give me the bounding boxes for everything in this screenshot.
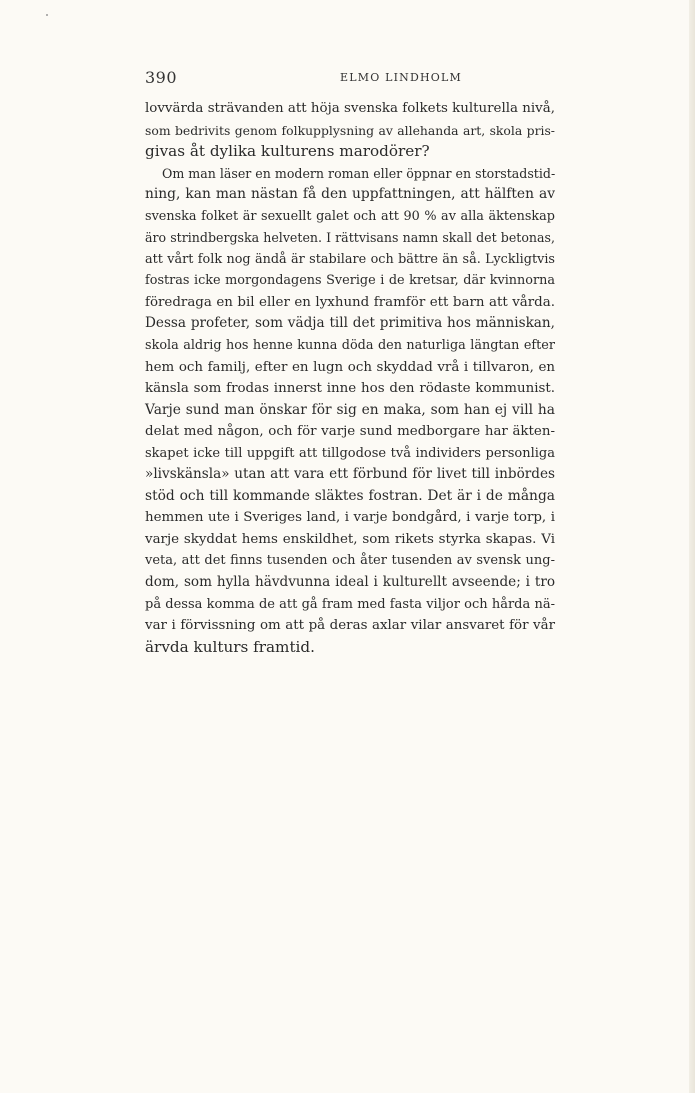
text-line: äro strindbergska helveten. I rättvisans namn skall det betonas, [145,230,555,246]
text-line: stöd och till kommande släktes fostran. Det är i de många [145,487,555,504]
page-header [145,68,555,88]
text-line: hemmen ute i Sveriges land, i varje bondgård, i varje torp, i [145,510,555,526]
text-line: lovvärda strävanden att höja svenska folkets kulturella nivå, [145,101,555,116]
text-line: som bedrivits genom folkupplysning av allehanda art, skola pris- [145,122,555,138]
text-line: delat med någon, och för varje sund medborgare har äkten- [145,424,555,440]
text-line: varje skyddat hems enskildhet, som rikets styrka skapas. Vi [145,531,555,547]
page-number: 390 [145,68,178,87]
running-head: ELMO LINDHOLM [340,71,462,84]
page-edge-shadow [689,0,695,1093]
text-line: känsla som frodas innerst inne hos den rödaste kommunist. [145,381,555,397]
text-line: fostras icke morgondagens Sverige i de kretsar, där kvinnorna [145,273,555,289]
text-line: dom, som hylla hävdvunna ideal i kulturellt avseende; i tro [145,574,555,591]
text-line: Dessa profeter, som vädja till det primitiva hos människan, [145,315,555,332]
text-line: veta, att det finns tusenden och åter tusenden av svensk ung- [145,553,555,569]
body-text [145,98,555,663]
paper-speck [46,14,48,16]
text-line: skapet icke till uppgift att tillgodose två individers personliga [145,445,555,461]
text-line: Varje sund man önskar för sig en maka, som han ej vill ha [145,401,555,418]
text-line: att vårt folk nog ändå är stabilare och bättre än så. Lyckligtvis [145,251,555,267]
text-line: föredraga en bil eller en lyxhund framför ett barn att vårda. [145,294,555,310]
text-line: skola aldrig hos henne kunna döda den naturliga längtan efter [145,338,555,354]
text-line: hem och familj, efter en lugn och skyddad vrå i tillvaron, en [145,359,555,375]
text-line: Om man läser en modern roman eller öppnar en storstadstid- [162,165,556,181]
text-line: var i förvissning om att på deras axlar vilar ansvaret för vår [145,618,555,634]
text-line: ärvda kulturs framtid. [145,637,315,656]
text-line: på dessa komma de att gå fram med fasta viljor och hårda nä- [145,596,555,612]
text-line: givas åt dylika kulturens marodörer? [145,142,430,161]
text-line: »livskänsla» utan att vara ett förbund för livet till inbördes [145,466,555,483]
text-line: svenska folket är sexuellt galet och att 90 % av alla äktenskap [145,208,555,224]
text-line: ning, kan man nästan få den uppfattningen, att hälften av [145,186,555,203]
